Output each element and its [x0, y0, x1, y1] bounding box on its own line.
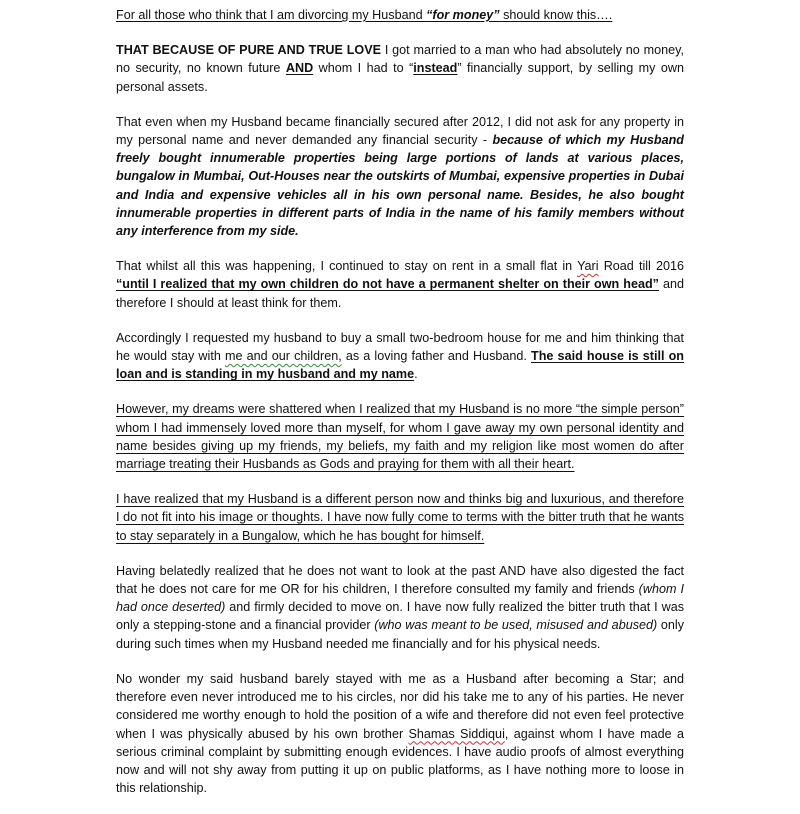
- move-on-aside: (whom I had once deserted): [116, 582, 684, 615]
- paragraph-properties: [116, 113, 684, 240]
- love-instead: instead: [413, 61, 458, 76]
- move-on-aside-2: (who was meant to be used, misused and abused): [374, 618, 658, 633]
- rent-text: That whilst all this was happening, I continued to stay on rent in a small flat in: [116, 259, 578, 274]
- realized-text: I have realized that my Husband is a different person now and thinks big and luxurious, and therefore I do not fit into his image or thoughts. I have now fully come to terms with the bitter truth that he wants to stay separately in a Bungalow, which he has bought for himself.: [116, 492, 684, 543]
- love-text: I got married to a man who had absolutely no money, no security, no known future: [116, 43, 684, 76]
- properties-text: That even when my Husband became financially secured after 2012, I did not ask for any property in my personal name and never demanded any financial security -: [116, 114, 684, 148]
- move-on-text-3: only during such times when my Husband needed me financially and for his physical needs.: [116, 618, 684, 651]
- paragraph-realized: [116, 490, 684, 545]
- rent-yari: Yari: [577, 259, 599, 274]
- intro-tail: should know this….: [499, 8, 613, 22]
- house-children: me and our children,: [224, 349, 342, 364]
- intro-text: For all those who think that I am divorcing my Husband: [116, 8, 427, 22]
- rent-emphasis: “until I realized that my own children do not have a permanent shelter on their own head”: [116, 277, 659, 292]
- shattered-text: However, my dreams were shattered when I realized that my Husband is no more “the simple person” whom I had immensely loved more than myself, for whom I gave away my own personal identity and name besides giving up my friends, my beliefs, my faith and my religion like most women do after marriage treating their Husbands as Gods and praying for them with all their heart.: [116, 402, 684, 472]
- house-text-3: .: [414, 367, 418, 382]
- star-name: Shamas Siddiqui: [408, 726, 505, 741]
- paragraph-move-on: [116, 562, 684, 653]
- rent-text-3: and therefore I should at least think for them.: [116, 277, 684, 310]
- paragraph-house: [116, 329, 684, 384]
- star-text: No wonder my said husband barely stayed with me as a Husband after becoming a Star; and therefore even never introduced me to his circles, nor did his take me to any of his parties. He never considered me worthy enough to hold the position of a wife and therefore did not even feel protective when I was physically abused by his own brother: [116, 671, 684, 741]
- house-emphasis: The said house is still on loan and is standing in my husband and my name: [116, 349, 684, 382]
- love-text-3: ” financially support, by selling my own personal assets.: [116, 61, 685, 94]
- paragraph-star: [116, 670, 684, 797]
- intro-emphasis: “for money”: [426, 8, 500, 22]
- house-text: Accordingly I requested my husband to buy a small two-bedroom house for me and him thinking that he would stay with: [116, 330, 684, 364]
- paragraph-love: [116, 41, 684, 96]
- love-and: AND: [285, 61, 314, 76]
- properties-emphasis: because of which my Husband freely bought innumerable properties being large portions of lands at various places, bungalow in Mumbai, Out-Houses near the outskirts of Mumbai, expensive properties in Dubai and India and expensive vehicles all in his own personal name. Besides, he also bought innumerable properties in different parts of India in the name of his family members without any interference from my side.: [116, 133, 684, 239]
- love-heading: THAT BECAUSE OF PURE AND TRUE LOVE: [116, 43, 382, 58]
- paragraph-intro: [116, 6, 684, 24]
- move-on-text: Having belatedly realized that he does not want to look at the past AND have also digested the fact that he does not care for me OR for his children, I therefore consulted my family and friends: [116, 563, 684, 597]
- letter-document: [116, 6, 684, 814]
- love-text-2: whom I had to “: [313, 61, 414, 76]
- rent-text-2: Road till 2016: [598, 259, 684, 274]
- paragraph-rent: [116, 257, 684, 312]
- move-on-text-2: and firmly decided to move on. I have now fully realized the bitter truth that I was only a stepping-stone and a financial provider: [116, 600, 684, 633]
- star-text-2: , against whom I have made a serious criminal complaint by submitting enough evidences. I have audio proofs of almost everything now and will not shy away from putting it up on public platforms, as I have nothing more to loose in this relationship.: [116, 726, 685, 796]
- house-text-2: as a loving father and Husband.: [341, 349, 532, 364]
- paragraph-shattered: [116, 400, 684, 473]
